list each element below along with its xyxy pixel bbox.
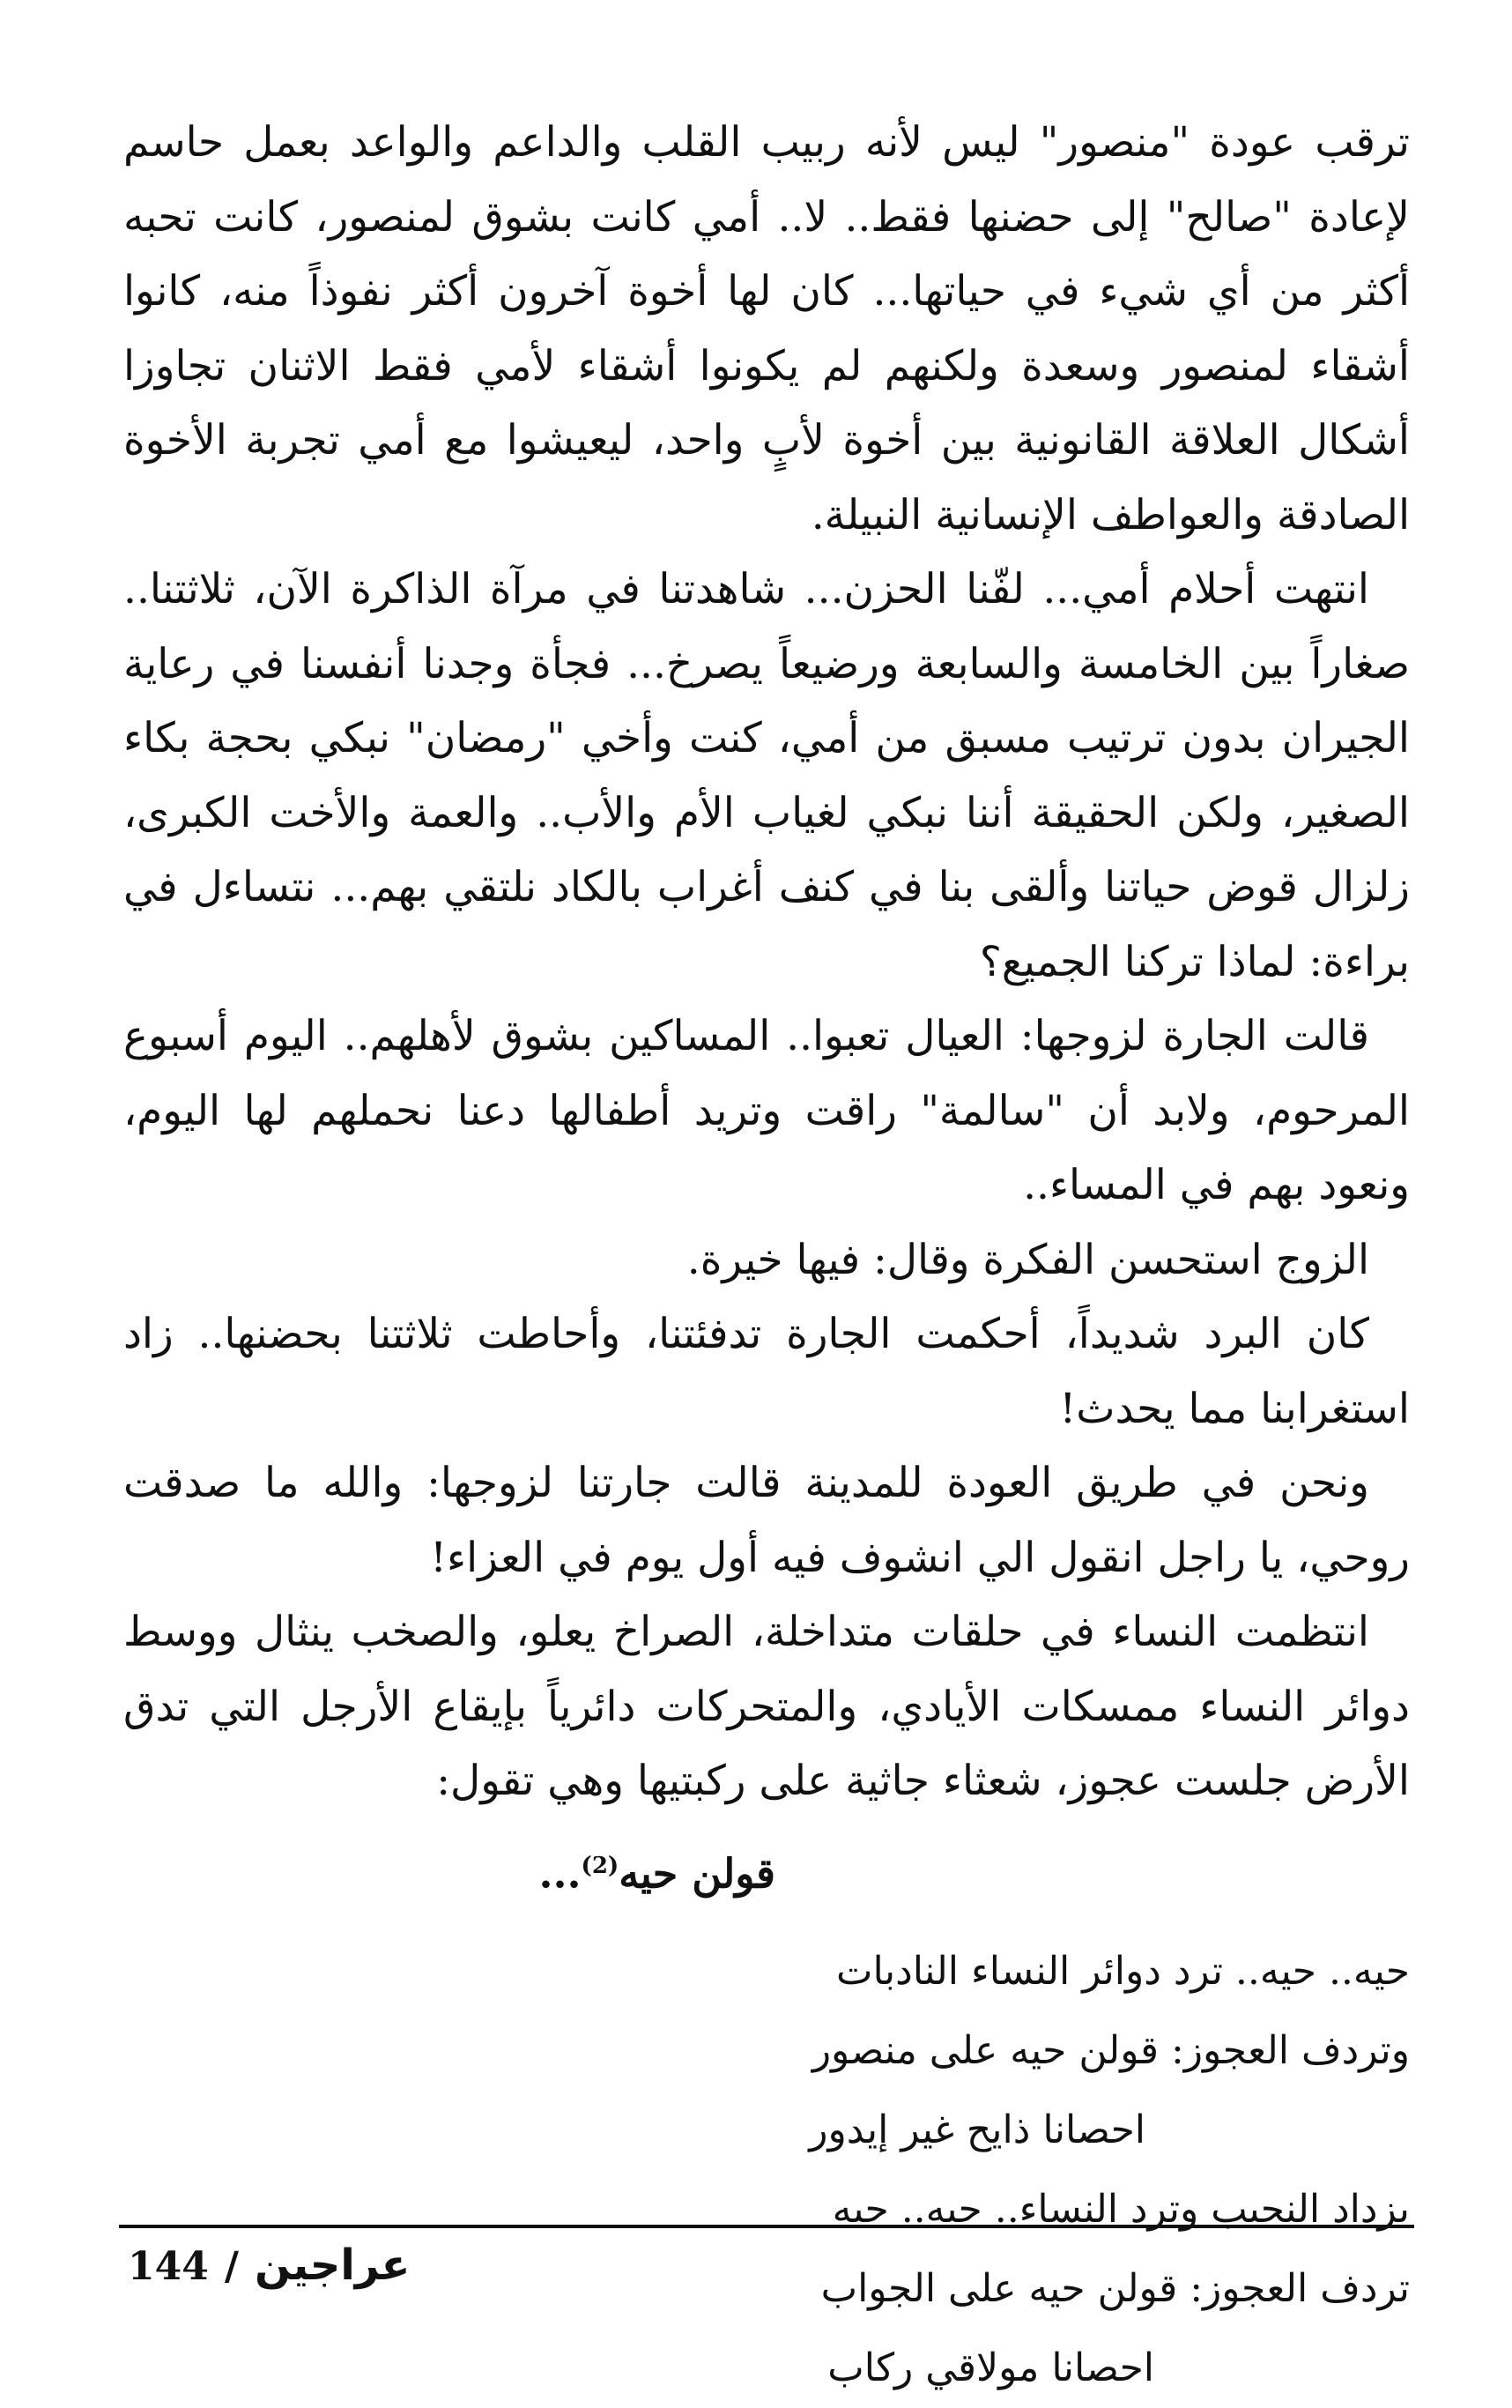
paragraph-2: انتهت أحلام أمي... لفّنا الحزن... شاهدتنا في مرآة الذاكرة الآن، ثلاثتنا.. صغاراً بين الخامسة والسابعة ورضيعاً يصرخ... فجأة وجدنا أنفسنا في رعاية الجيران بدون ترتيب مسبق من أمي، كنت وأخي "رمضان" نبكي بحجة بكاء الصغير، ولكن الحقيقة أننا نبكي لغياب الأم والأب.. والعمة والأخت الكبرى، زلزال قوض حياتنا وألقى بنا في كنف أغراب بالكاد نلتقي بهم... نتساءل في براءة: لماذا تركنا الجميع؟ xyxy=(123,565,1410,986)
footnote-marker: (2) xyxy=(581,1852,619,1879)
paragraph-1: ترقب عودة "منصور" ليس لأنه ربيب القلب والداعم والواعد بعمل حاسم لإعادة "صالح" إلى حضنها فقط.. لا.. أمي كانت بشوق لمنصور، كانت تحبه أكثر من أي شيء في حياتها... كان لها أخوة آخرون أكثر نفوذاً منه، كانوا أشقاء لمنصور وسعدة ولكنهم لم يكونوا أشقاء لأمي فقط الاثنان تجاوزا أشكال العلاقة القانونية بين أخوة لأبٍ واحد، ليعيشوا مع أمي تجربة الأخوة الصادقة والعواطف الإنسانية النبيلة. xyxy=(123,118,1410,539)
footer-divider xyxy=(119,2225,1414,2228)
paragraph-3: قالت الجارة لزوجها: العيال تعبوا.. المساكين بشوق لأهلهم.. اليوم أسبوع المرحوم، ولابد أن "سالمة" راقت وتريد أطفالها دعنا نحملهم لها اليوم، ونعود بهم في المساء.. xyxy=(123,1012,1410,1209)
song-heading-text: قولن حيه xyxy=(619,1848,775,1897)
verse-line: احصانا مولاقي ركاب xyxy=(827,2345,1154,2390)
verse-line: حيه.. حيه.. ترد دوائر النساء النادبات xyxy=(836,1948,1410,1994)
page-footer xyxy=(128,2241,410,2290)
song-heading xyxy=(123,1826,1410,1913)
paragraph-7: انتظمت النساء في حلقات متداخلة، الصراخ يعلو، والصخب ينثال ووسط دوائر النساء ممسكات الأيادي، والمتحركات دائرياً بإيقاع الأرجل التي تدق الأرض جلست عجوز، شعثاء جاثية على ركبتيها وهي تقول: xyxy=(123,1608,1410,1805)
paragraph-4: الزوج استحسن الفكرة وقال: فيها خيرة. xyxy=(686,1235,1369,1284)
footer-separator: / xyxy=(224,2244,239,2289)
publication-name: عراجين xyxy=(254,2241,411,2290)
paragraph-5: كان البرد شديداً، أحكمت الجارة تدفئتنا، وأحاطت ثلاثتنا بحضنها.. زاد استغرابنا مما يحدث! xyxy=(123,1310,1410,1433)
verse-line: تردف العجوز: قولن حيه على الجواب xyxy=(820,2265,1410,2311)
song-heading-ellipsis: ... xyxy=(538,1848,582,1897)
verse-line: وتردف العجوز: قولن حيه على منصور xyxy=(812,2027,1410,2073)
verse-line: احصانا ذايح غير إيدور xyxy=(809,2107,1145,2152)
verse-line: يزداد النحيب وترد النساء.. حيه.. حيه xyxy=(832,2186,1410,2232)
page-body xyxy=(123,106,1410,2408)
page-number: 144 xyxy=(128,2244,209,2289)
paragraph-6: ونحن في طريق العودة للمدينة قالت جارتنا لزوجها: والله ما صدقت روحي، يا راجل انقول الي انشوف فيه أول يوم في العزاء! xyxy=(123,1459,1410,1582)
